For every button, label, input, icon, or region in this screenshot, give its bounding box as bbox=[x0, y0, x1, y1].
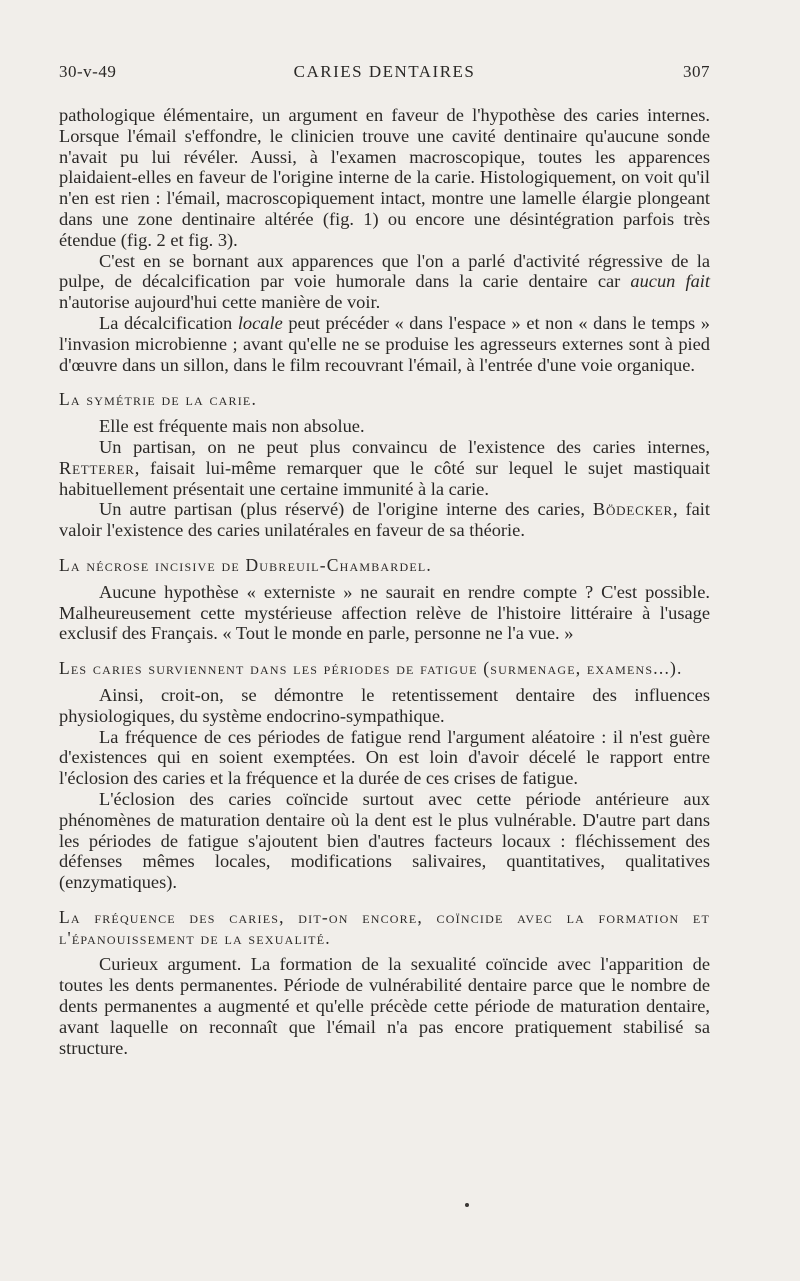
section-heading: La nécrose incisive de Dubreuil-Chambardel. bbox=[59, 554, 432, 575]
section-heading: La fréquence des caries, dit-on encore, coïncide avec la formation et l'épanouissement de la sexualité. bbox=[59, 906, 710, 948]
paragraph-text: Un partisan, on ne peut plus convaincu de l'existence des caries internes, bbox=[99, 436, 710, 457]
section-gap bbox=[59, 541, 710, 555]
paragraph-text: n'autorise aujourd'hui cette manière de voir. bbox=[59, 292, 381, 313]
emphasis: aucun fait bbox=[630, 271, 710, 292]
emphasis: locale bbox=[237, 312, 283, 333]
paragraph bbox=[59, 499, 710, 541]
paragraph: pathologique élémentaire, un argument en faveur de l'hypothèse des caries internes. Lorsque l'émail s'effondre, le clinicien trouve une cavité dentinaire qu'aucune sonde n'avait pu lui révéler. Aussi, à l'examen macroscopique, toutes les apparences plaidaient-elles en faveur de l'origine interne de la carie. Histologiquement, on voit qu'il n'en est rien : l'émail, macroscopiquement intact, montre une lamelle élargie plongeant dans une zone dentinaire altérée (fig. 1) ou encore une désintégration parfois très étendue (fig. 2 et fig. 3). bbox=[59, 105, 710, 250]
header-date: 30-v-49 bbox=[59, 62, 117, 81]
header-title: CARIES DENTAIRES bbox=[293, 62, 476, 81]
section-heading: La symétrie de la carie. bbox=[59, 389, 258, 410]
paragraph: Ainsi, croit-on, se démontre le retentissement dentaire des influences physiologiques, du système endocrino-sympathique. bbox=[59, 684, 710, 726]
page-number: 307 bbox=[683, 62, 710, 81]
paragraph bbox=[59, 313, 710, 375]
author-name: Bödecker bbox=[592, 499, 673, 520]
paragraph-text: , faisait lui-même remarquer que le côté sur lequel le sujet mastiquait habituellement présentait une certaine immunité à la carie. bbox=[59, 457, 710, 499]
paragraph-text: , fait valoir l'existence des caries unilatérales en faveur de sa théorie. bbox=[59, 499, 711, 541]
paragraph: Elle est fréquente mais non absolue. bbox=[99, 416, 365, 437]
paragraph bbox=[59, 251, 710, 313]
paragraph: L'éclosion des caries coïncide surtout avec cette période antérieure aux phénomènes de maturation dentaire où la dent est le plus vulnérable. D'autre part dans les périodes de fatigue s'ajoutent bien d'autres facteurs locaux : fléchissement des défenses mêmes locales, modifications salivaires, quantitatives, qualitatives (enzymatiques). bbox=[59, 788, 710, 893]
paragraph: Aucune hypothèse « externiste » ne saurait en rendre compte ? C'est possible. Malheureusement cette mystérieuse affection relève de l'histoire littéraire à l'usage exclusif des Français. « Tout le monde en parle, personne ne l'a vue. » bbox=[59, 581, 710, 644]
paragraph: Curieux argument. La formation de la sexualité coïncide avec l'apparition de toutes les dents permanentes. Période de vulnérabilité dentaire parce que le nombre de dents permanentes a augmenté et qu'elle précède cette période de maturation dentaire, avant laquelle on reconnaît que l'émail n'a pas encore pratiquement stabilisé sa structure. bbox=[59, 954, 710, 1058]
paragraph-text: Un autre partisan (plus réservé) de l'origine interne des caries, bbox=[99, 499, 593, 520]
paragraph-text: C'est en se bornant aux apparences que l'on a parlé d'activité régressive de la pulpe, de décalcification par voie humorale dans la carie dentaire car bbox=[59, 250, 710, 292]
section-gap bbox=[59, 893, 710, 907]
paragraph bbox=[59, 437, 710, 499]
section-gap bbox=[59, 644, 710, 658]
ink-dot bbox=[465, 1203, 469, 1207]
running-header bbox=[59, 62, 710, 86]
paragraph-text: peut précéder « dans l'espace » et non « dans le temps » l'invasion microbienne ; avant qu'elle ne se produise les agresseurs externes sont à pied d'œuvre dans un sillon, dans le film recouvrant l'émail, à l'entrée d'une voie organique. bbox=[59, 312, 710, 375]
page-body bbox=[59, 105, 710, 1058]
paragraph: La fréquence de ces périodes de fatigue rend l'argument aléatoire : il n'est guère d'existences qui en soient exemptées. On est loin d'avoir décelé le rapport entre l'éclosion des caries et la fréquence et la durée de ces crises de fatigue. bbox=[59, 726, 710, 789]
section-gap bbox=[59, 375, 710, 389]
author-name: Retterer bbox=[59, 457, 135, 478]
section-heading: Les caries surviennent dans les périodes de fatigue (surmenage, examens...). bbox=[59, 658, 683, 679]
paragraph-text: La décalcification bbox=[99, 312, 238, 333]
